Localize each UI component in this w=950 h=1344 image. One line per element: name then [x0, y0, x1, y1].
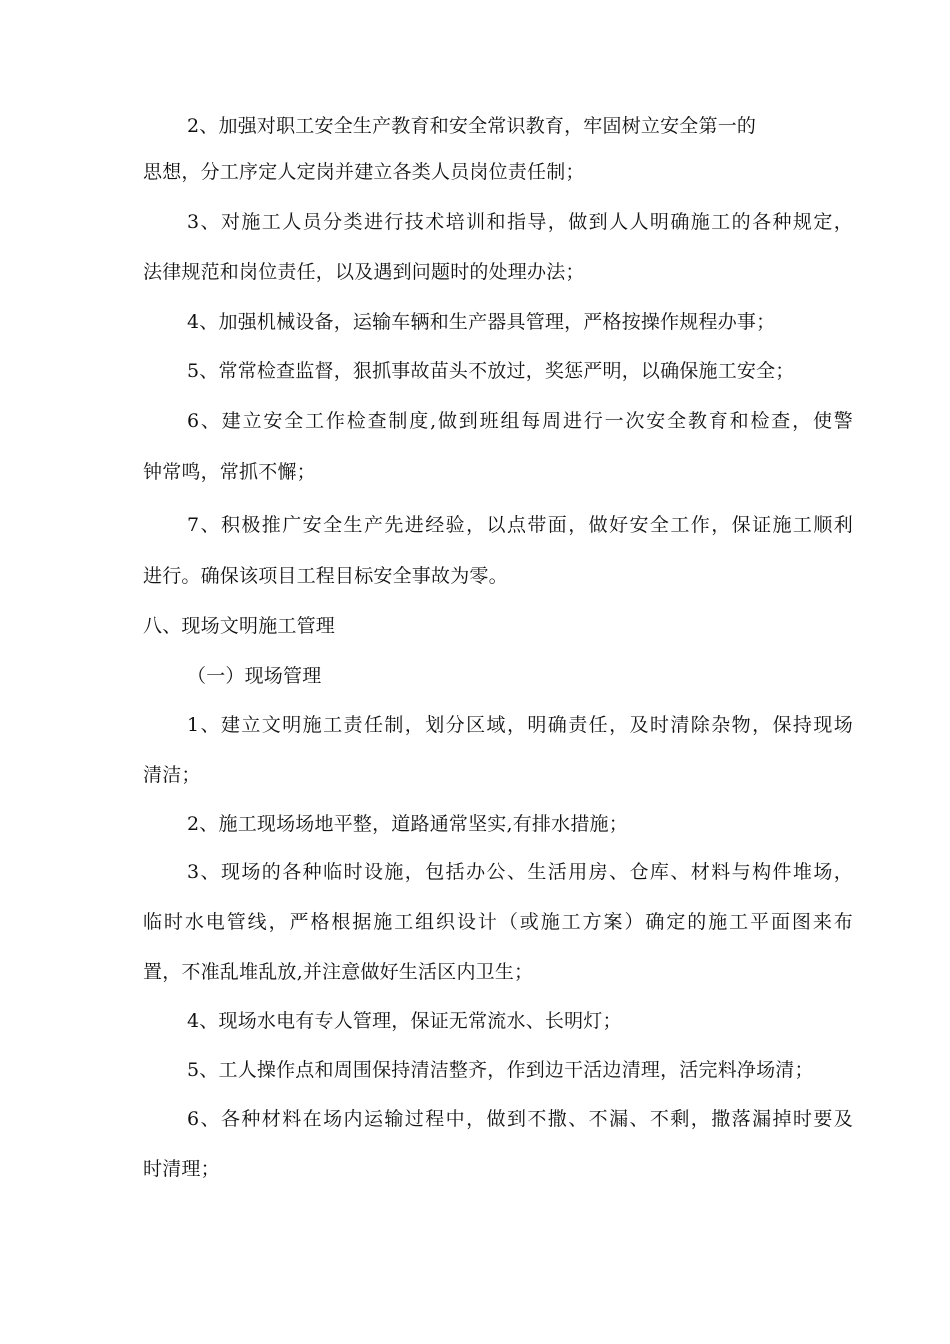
paragraph-line: 法律规范和岗位责任，以及遇到问题时的处理办法；: [143, 261, 585, 283]
paragraph-line: 2、加强对职工安全生产教育和安全常识教育，牢固树立安全第一的: [187, 115, 757, 137]
paragraph-line: 进行。确保该项目工程目标安全事故为零。: [143, 565, 508, 587]
section-heading: 八、现场文明施工管理: [143, 615, 336, 637]
paragraph-line: 4、加强机械设备，运输车辆和生产器具管理，严格按操作规程办事；: [187, 311, 776, 333]
paragraph-line: 6、建立安全工作检查制度,做到班组每周进行一次安全教育和检查，使警: [187, 410, 853, 432]
paragraph-line: 清洁；: [143, 764, 201, 786]
paragraph-line: 置，不准乱堆乱放,并注意做好生活区内卫生；: [143, 961, 534, 983]
paragraph-line: 时清理；: [143, 1158, 220, 1180]
paragraph-line: 思想，分工序定人定岗并建立各类人员岗位责任制；: [143, 161, 585, 183]
subsection-heading: （一）现场管理: [187, 665, 322, 687]
paragraph-line: 临时水电管线，严格根据施工组织设计（或施工方案）确定的施工平面图来布: [143, 911, 853, 933]
paragraph-line: 6、各种材料在场内运输过程中，做到不撒、不漏、不剩，撒落漏掉时要及: [187, 1108, 853, 1130]
paragraph-line: 7、积极推广安全生产先进经验，以点带面，做好安全工作，保证施工顺利: [187, 514, 853, 536]
paragraph-line: 1、建立文明施工责任制，划分区域，明确责任，及时清除杂物，保持现场: [187, 714, 853, 736]
paragraph-line: 3、对施工人员分类进行技术培训和指导，做到人人明确施工的各种规定，: [187, 211, 853, 233]
paragraph-line: 3、现场的各种临时设施，包括办公、生活用房、仓库、材料与构件堆场，: [187, 861, 853, 883]
paragraph-line: 5、工人操作点和周围保持清洁整齐，作到边干活边清理，活完料净场清；: [187, 1059, 814, 1081]
paragraph-line: 5、常常检查监督，狠抓事故苗头不放过，奖惩严明，以确保施工安全；: [187, 360, 795, 382]
paragraph-line: 4、现场水电有专人管理，保证无常流水、长明灯；: [187, 1010, 622, 1032]
paragraph-line: 钟常鸣，常抓不懈；: [143, 461, 316, 483]
paragraph-line: 2、施工现场场地平整，道路通常坚实,有排水措施；: [187, 813, 628, 835]
